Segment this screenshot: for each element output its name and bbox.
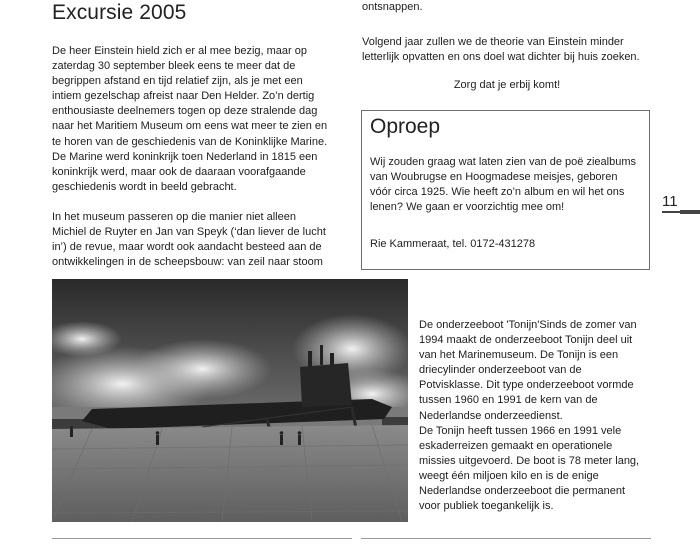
bottom-divider-right (361, 538, 651, 539)
article-closing: Zorg dat je erbij komt! (453, 79, 561, 91)
submarine-photo (52, 279, 408, 522)
photo-caption: De onderzeeboot 'Tonijn'Sinds de zomer van 1994 maakt de onderzeeboot Tonijn deel uit van het Marinemuseum. De Tonijn is een driecylinder onderzeeboot van de Potvisklasse. Dit type onderzeeboot vormde tussen 1960 en 1991 de kern van de Nederlandse onderzeedienst. De Tonijn heeft tussen 1966 en 1991 vele eskaderreizen gemaakt en operationele missies uitgevoerd. De boot is 78 meter lang, weegt één miljoen kilo en is de enige Nederlandse onderzeeboot die permanent voor publiek toegankelijk is. (419, 319, 640, 513)
bottom-divider-left (52, 538, 352, 539)
oproep-text: Wij zouden graag wat laten zien van de poë ziealbums van Woubrugse en Hoogmadese meisjes, geboren vóór circa 1925. Wie heeft zo’n album en wil het ons lenen? We gaan er voorzichtig mee om! (370, 156, 636, 214)
article-paragraph: De heer Einstein hield zich er al mee bezig, maar op zaterdag 30 september bleek eens te meer dat de begrippen afstand en tijd relatief zijn, als je met een intiem gezelschap afreist naar Den Helder. Zo’n dertig enthousiaste deelnemers togen op deze stralende dag naar het Maritiem Museum om eens wat meer te zien en te horen van de geschiedenis van de Koninklijke Marine. De Marine werd koninkrijk toen Nederland in 1815 een koninkrijk werd, maar ook de daaraan voorafgaande geschiedenis wordt in beeld gebracht. (52, 45, 328, 193)
article-paragraph-continued: ontsnappen. (362, 1, 423, 13)
article-paragraph: Volgend jaar zullen we de theorie van Einstein minder letterlijk opvatten en ons doel wat dichter bij huis zoeken. (362, 36, 640, 64)
oproep-title: Oproep (370, 115, 441, 138)
page-number-tab (680, 210, 700, 214)
article-title: Excursie 2005 (52, 1, 187, 24)
article-paragraph: In het museum passeren op die manier niet alleen Michiel de Ruyter en Jan van Speyk (‘dan liever de lucht in’) de revue, maar wordt ook aandacht besteed aan de ontwikkelingen in de scheepsbouw: van zeil naar stoom (52, 211, 326, 269)
page-number: 11 (662, 193, 678, 210)
submarine-photo-image (52, 279, 408, 522)
oproep-signature: Rie Kammeraat, tel. 0172-431278 (370, 238, 536, 250)
